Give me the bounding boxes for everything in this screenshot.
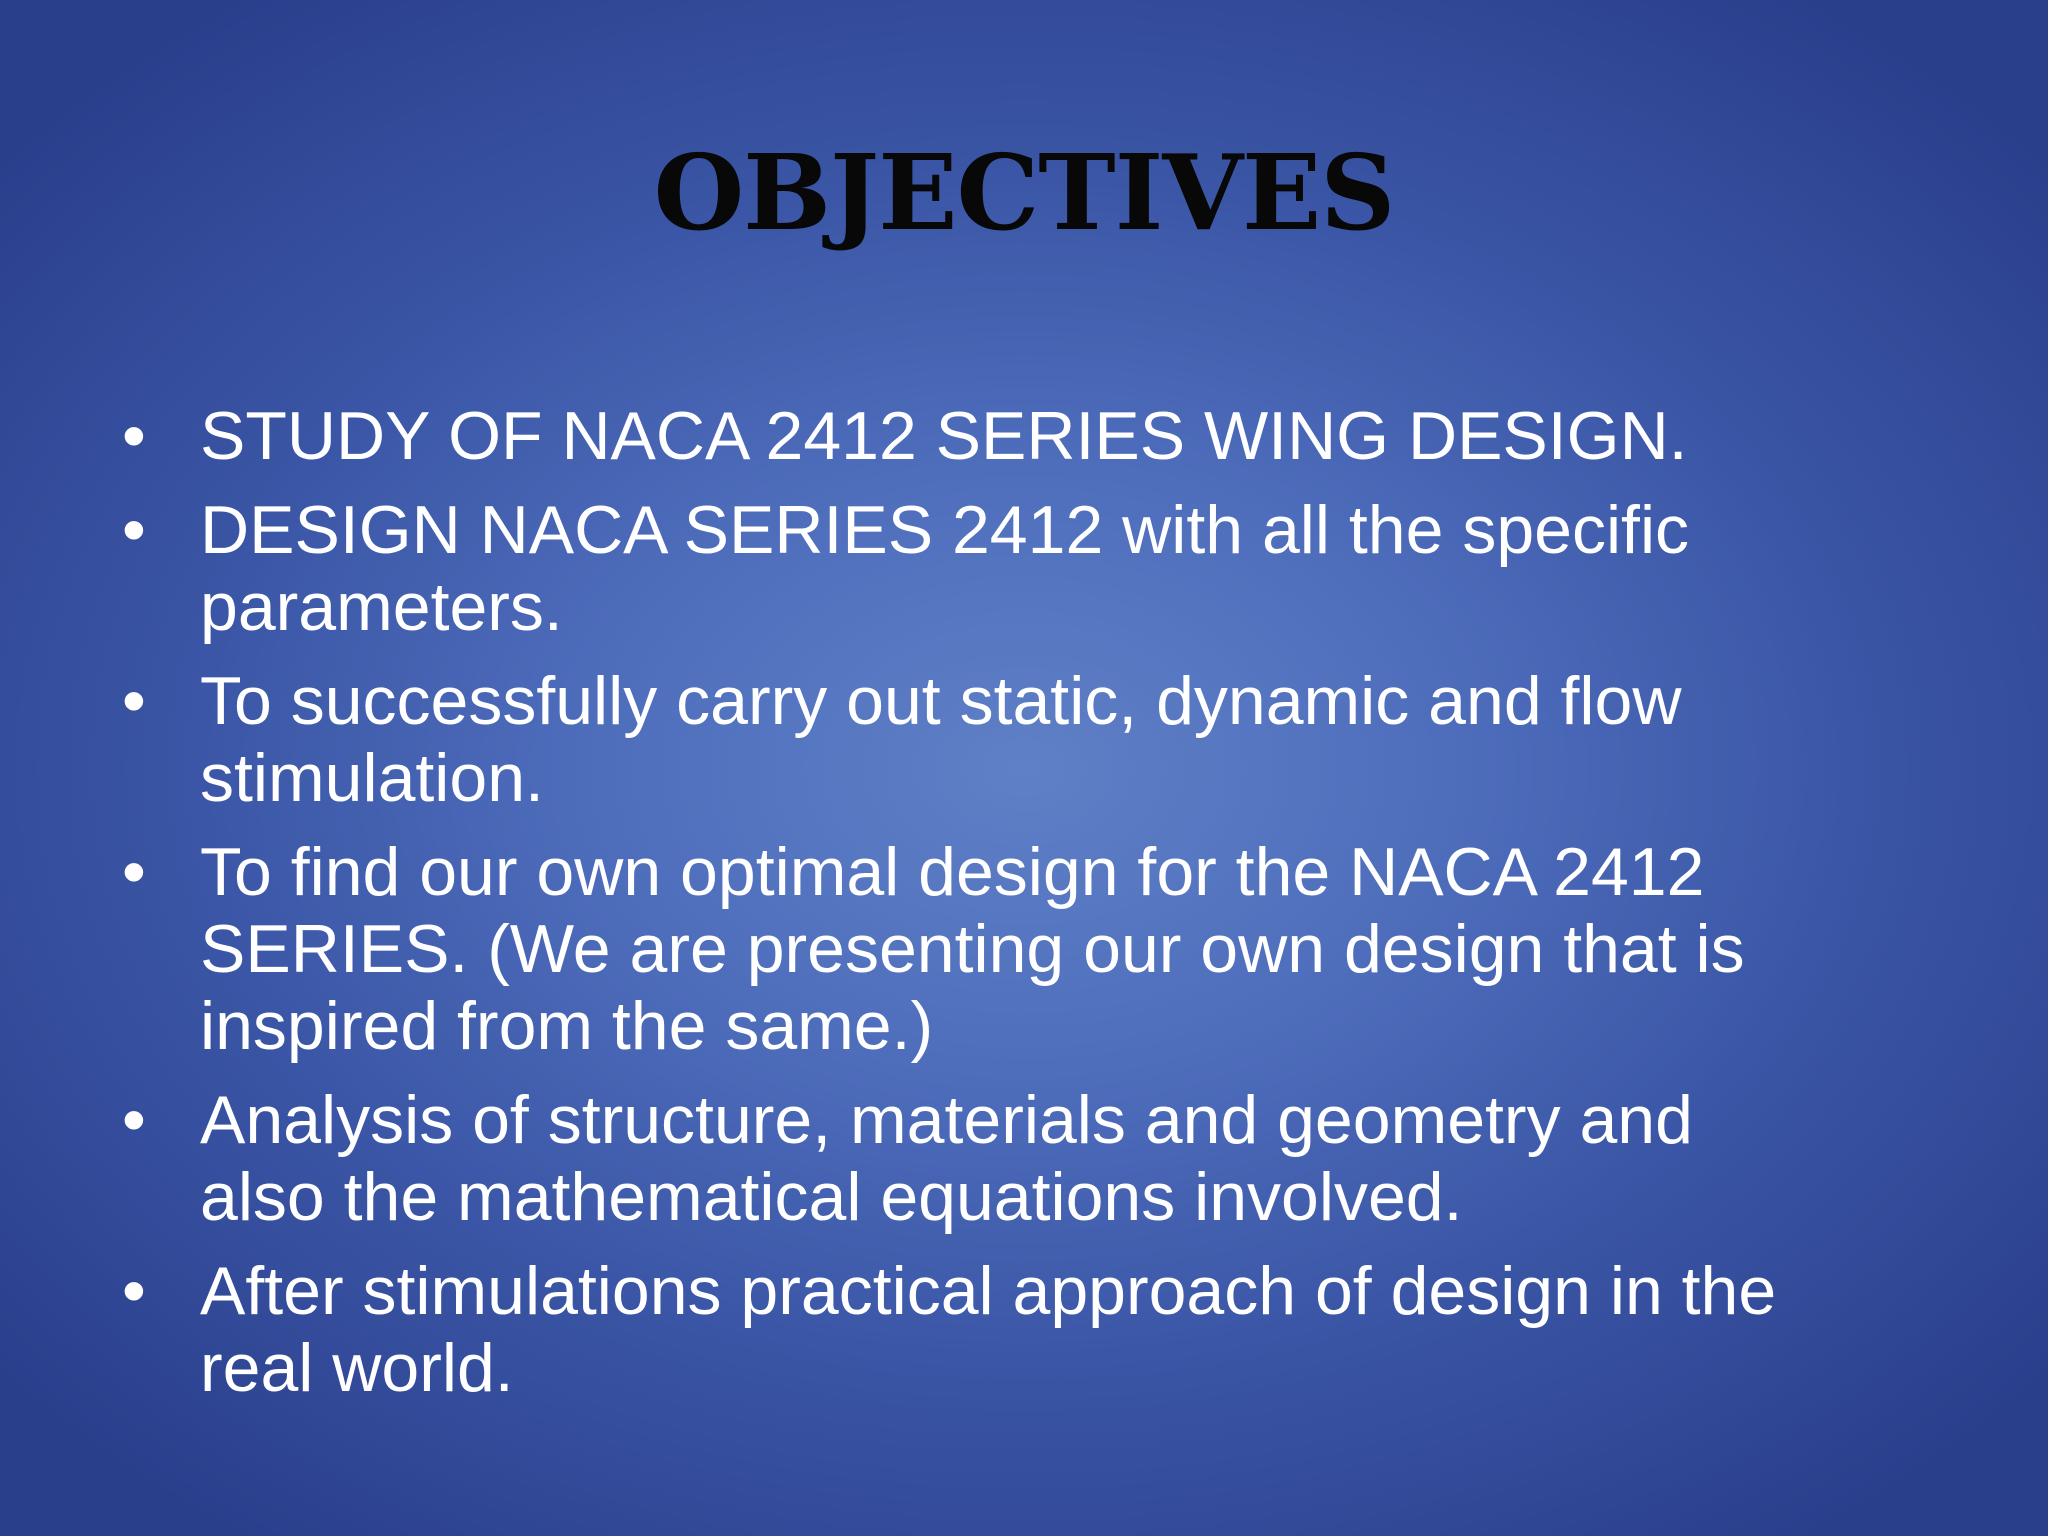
bullet-line: SERIES. (We are presenting our own design that is — [200, 911, 1745, 987]
bullet-dot-icon: • — [122, 1253, 146, 1329]
bullet-item — [0, 398, 2048, 475]
bullet-item — [0, 834, 2048, 1065]
bullet-item — [0, 1082, 2048, 1236]
bullet-dot-icon: • — [122, 663, 146, 739]
objectives-list — [0, 398, 2048, 1424]
bullet-line: STUDY OF NACA 2412 SERIES WING DESIGN. — [200, 398, 1688, 474]
bullet-line: parameters. — [200, 569, 563, 645]
bullet-line: real world. — [200, 1330, 514, 1406]
bullet-line: DESIGN NACA SERIES 2412 with all the specific — [200, 492, 1690, 568]
bullet-dot-icon: • — [122, 398, 146, 474]
bullet-line: inspired from the same.) — [200, 988, 934, 1064]
bullet-item — [0, 663, 2048, 817]
bullet-dot-icon: • — [122, 492, 146, 568]
bullet-line: stimulation. — [200, 740, 544, 816]
bullet-line: Analysis of structure, materials and geometry and — [200, 1082, 1693, 1158]
bullet-item — [0, 492, 2048, 646]
bullet-line: To find our own optimal design for the NACA 2412 — [200, 834, 1705, 910]
bullet-line: After stimulations practical approach of design in the — [200, 1253, 1777, 1329]
bullet-dot-icon: • — [122, 1082, 146, 1158]
bullet-line: To successfully carry out static, dynamic and flow — [200, 663, 1682, 739]
bullet-line: also the mathematical equations involved. — [200, 1159, 1463, 1235]
bullet-item — [0, 1253, 2048, 1407]
slide-title: OBJECTIVES — [653, 131, 1395, 254]
bullet-dot-icon: • — [122, 834, 146, 910]
